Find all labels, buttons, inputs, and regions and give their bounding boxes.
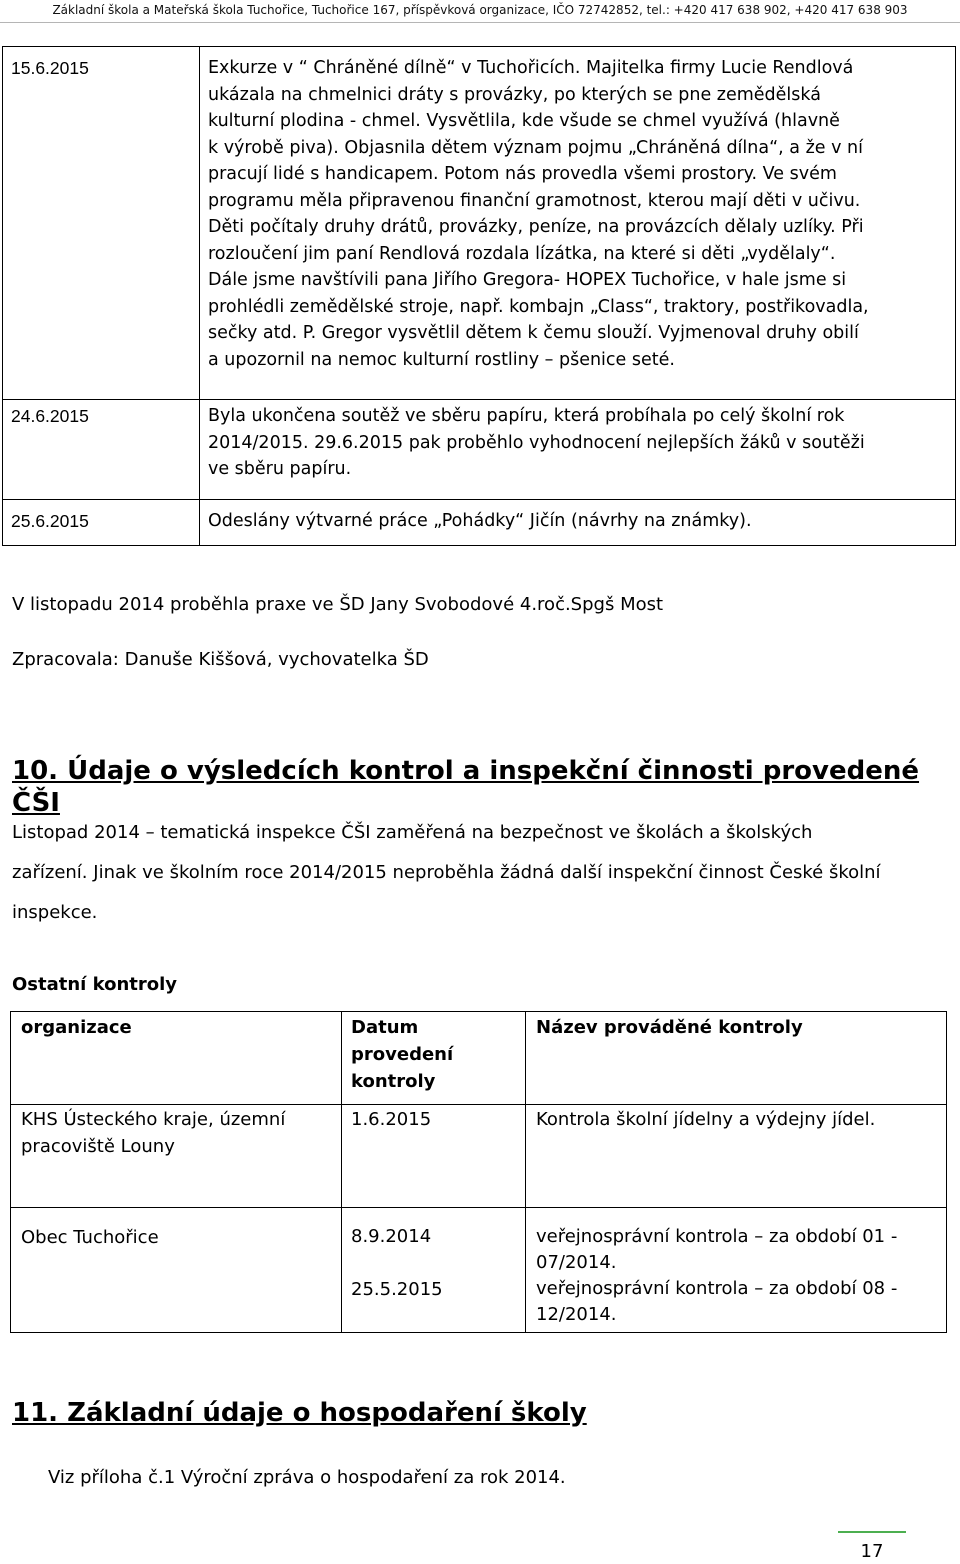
- table-row-divider: [11, 1104, 946, 1105]
- section-10-line: zařízení. Jinak ve školním roce 2014/2015 neproběhla žádná další inspekční činnost České školní: [12, 862, 881, 883]
- column-header-datum: [351, 1014, 453, 1095]
- event-line: Děti počítaly druhy drátů, provázky, peníze, na provázcích dělaly uzlíky. Při: [208, 217, 864, 237]
- events-table: [2, 46, 956, 546]
- other-controls-heading: Ostatní kontroly: [12, 974, 178, 995]
- event-line: Exkurze v “ Chráněné dílně“ v Tuchořicích. Majitelka firmy Lucie Rendlová: [208, 58, 854, 78]
- event-line: programu měla připravenou finanční gramotnost, kterou mají děti v učivu.: [208, 190, 861, 211]
- section-10-heading: 10. Údaje o výsledcích kontrol a inspekční činnosti provedené ČŠI: [12, 756, 920, 818]
- author-note: Zpracovala: Danuše Kiššová, vychovatelka ŠD: [12, 649, 429, 670]
- event-line: sečky atd. P. Gregor vysvětlil dětem k čemu slouží. Vyjmenoval druhy obilí: [208, 323, 859, 343]
- event-line: rozloučení jim paní Rendlová rozdala lízátka, na které si děti „vydělaly“.: [208, 243, 836, 264]
- table-row-divider: [11, 1207, 946, 1208]
- column-header-line: kontroly: [351, 1071, 436, 1092]
- section-10-line: Listopad 2014 – tematická inspekce ČŠI zaměřená na bezpečnost ve školách a školských: [12, 822, 813, 843]
- events-row-divider: [3, 499, 955, 500]
- table-cell-datum: 1.6.2015: [351, 1109, 432, 1130]
- table-cell-nazev: Kontrola školní jídelny a výdejny jídel.: [536, 1109, 876, 1130]
- table-cell-organizace: Obec Tuchořice: [21, 1227, 159, 1248]
- header-divider: [0, 22, 960, 23]
- event-date: 15.6.2015: [11, 58, 89, 78]
- event-line: 2014/2015. 29.6.2015 pak proběhlo vyhodnocení nejlepších žáků v soutěži: [208, 432, 865, 453]
- page-number-rule: [838, 1531, 906, 1533]
- section-10-text: [12, 813, 881, 933]
- events-row-divider: [3, 399, 955, 400]
- event-date: 24.6.2015: [11, 406, 89, 426]
- section-11-heading: 11. Základní údaje o hospodaření školy: [12, 1398, 587, 1428]
- event-description: [208, 403, 948, 483]
- event-line: kulturní plodina - chmel. Vysvětlila, kde všude se chmel využívá (hlavně: [208, 111, 840, 131]
- cell-line: 8.9.2014: [351, 1226, 432, 1247]
- page-header: Základní škola a Mateřská škola Tuchořice, Tuchořice 167, příspěvková organizace, IČO 72742852, tel.: +420 417 638 902, +420 417 638 903: [52, 3, 908, 17]
- events-column-divider: [199, 47, 200, 545]
- column-header-nazev: Název prováděné kontroly: [536, 1017, 803, 1038]
- event-line: Odeslány výtvarné práce „Pohádky“ Jičín (návrhy na známky).: [208, 511, 752, 531]
- event-line: ukázala na chmelnici dráty s provázky, po kterých se pne zemědělská: [208, 84, 821, 105]
- cell-line: pracoviště Louny: [21, 1136, 175, 1157]
- cell-line: KHS Ústeckého kraje, územní: [21, 1109, 286, 1130]
- section-10-line: inspekce.: [12, 902, 98, 923]
- table-cell-organizace: [21, 1106, 285, 1160]
- controls-table: [10, 1011, 947, 1333]
- event-line: prohlédli zemědělské stroje, např. kombajn „Class“, traktory, postřikovadla,: [208, 296, 869, 317]
- cell-line: 07/2014.: [536, 1252, 617, 1273]
- cell-line: veřejnosprávní kontrola – za období 08 -: [536, 1278, 898, 1299]
- event-line: k výrobě piva). Objasnila dětem význam pojmu „Chráněná dílna“, a že v ní: [208, 137, 863, 158]
- praxe-note: V listopadu 2014 proběhla praxe ve ŠD Jany Svobodové 4.roč.Spgš Most: [12, 594, 664, 615]
- cell-line: veřejnosprávní kontrola – za období 01 -: [536, 1226, 898, 1247]
- event-line: a upozornil na nemoc kulturní rostliny – pšenice seté.: [208, 349, 675, 370]
- section-11-text: Viz příloha č.1 Výroční zpráva o hospodaření za rok 2014.: [48, 1467, 566, 1488]
- cell-line: 25.5.2015: [351, 1279, 443, 1300]
- table-cell-datum: [351, 1224, 443, 1303]
- event-description: [208, 55, 948, 373]
- event-line: ve sběru papíru.: [208, 459, 352, 479]
- cell-line: 12/2014.: [536, 1304, 617, 1325]
- event-line: Byla ukončena soutěž ve sběru papíru, která probíhala po celý školní rok: [208, 406, 845, 426]
- event-date: 25.6.2015: [11, 511, 89, 531]
- page-number: 17: [860, 1541, 884, 1562]
- table-cell-nazev: [536, 1224, 897, 1328]
- column-header-organizace: organizace: [21, 1017, 132, 1038]
- event-description: [208, 508, 948, 535]
- table-column-divider: [341, 1012, 342, 1332]
- table-column-divider: [525, 1012, 526, 1332]
- column-header-line: Datum: [351, 1017, 419, 1038]
- event-line: pracují lidé s handicapem. Potom nás provedla všemi prostory. Ve svém: [208, 164, 837, 184]
- column-header-line: provedení: [351, 1044, 454, 1065]
- event-line: Dále jsme navštívili pana Jiřího Gregora- HOPEX Tuchořice, v hale jsme si: [208, 270, 847, 290]
